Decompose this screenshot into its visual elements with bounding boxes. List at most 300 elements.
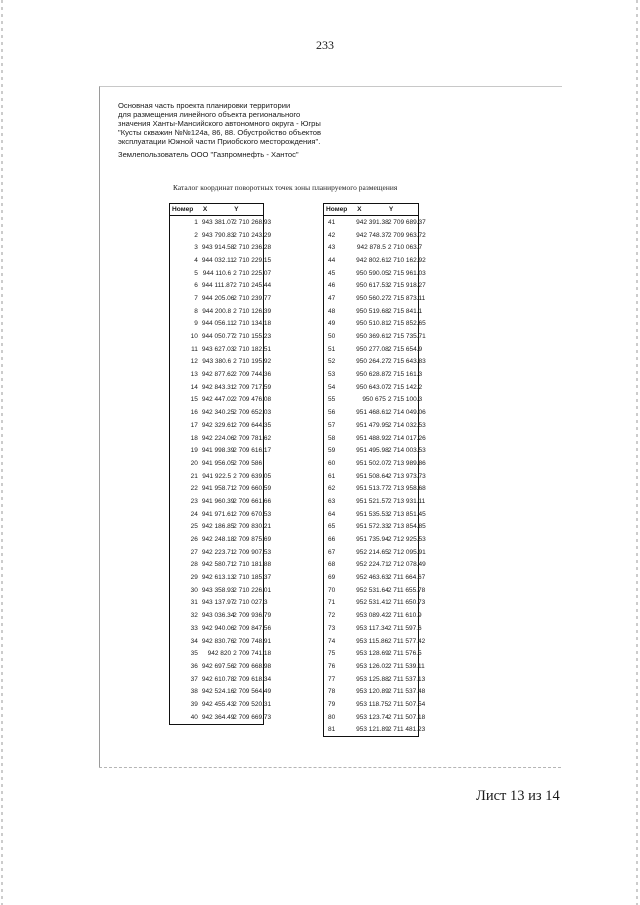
coordinate-y: 2 709 639.05 [233,472,272,480]
table-row [170,673,264,686]
coordinate-x: 944 200.8 [202,307,232,315]
point-number: 24 [190,510,198,518]
coordinate-x: 953 115.86 [356,637,389,645]
point-number: 75 [328,650,336,658]
coordinate-y: 2 710 155.23 [233,333,272,341]
table-row [170,406,264,419]
coordinate-y: 2 713 854.85 [387,523,426,531]
coordinate-x: 950 369.61 [356,333,389,341]
coordinate-y: 2 711 481.23 [387,726,426,734]
point-number: 44 [328,256,336,264]
point-number: 5 [194,269,198,277]
coordinate-x: 942 878.5 [356,244,386,252]
table-row [324,508,419,521]
table-row [170,305,264,318]
table-row [170,660,264,673]
table-row [324,622,419,635]
point-number: 19 [190,447,198,455]
coordinate-x: 942 248.18 [201,536,235,544]
coordinate-x: 950 560.27 [356,294,389,302]
coordinate-x: 950 510.81 [356,320,389,328]
point-number: 43 [328,244,336,252]
table-row [170,241,264,254]
coordinate-x: 942 802.61 [356,256,389,264]
coordinate-y: 2 709 907.53 [233,548,272,556]
coordinate-x: 942 613.13 [201,574,235,582]
coordinates-table-right [323,203,426,737]
table-row [324,647,419,660]
coordinate-x: 944 056.11 [201,320,234,328]
table-row [170,279,264,292]
coordinate-y: 2 710 236.28 [233,244,272,252]
coordinate-y: 2 715 873.11 [387,294,426,302]
coordinate-x: 941 998.39 [201,447,235,455]
coordinate-x: 953 117.34 [356,624,389,632]
table-row [324,229,419,242]
point-number: 58 [328,434,336,442]
table-row [170,559,264,572]
table-row [170,685,264,698]
point-number: 61 [328,472,336,480]
point-number: 53 [328,371,336,379]
coordinate-y: 2 709 669.73 [233,713,272,721]
coordinate-y: 2 709 748.91 [233,637,272,645]
table-row [324,533,419,546]
coordinate-x: 953 118.75 [356,700,389,708]
table-row [324,635,419,648]
point-number: 9 [194,320,198,328]
coordinate-x: 953 123.74 [356,713,389,721]
coordinate-x: 944 111.87 [201,282,234,290]
table-row [170,356,264,369]
coordinate-y: 2 709 936.79 [233,612,272,620]
coordinate-x: 951 535.53 [356,510,389,518]
table-row [324,685,419,698]
coordinate-y: 2 710 195.92 [233,358,272,366]
point-number: 78 [328,688,336,696]
point-number: 60 [328,459,336,467]
coordinate-y: 2 711 507.54 [387,700,426,708]
point-number: 49 [328,320,336,328]
table-header-row [324,204,419,216]
coordinate-y: 2 713 973.73 [387,472,426,480]
point-number: 73 [328,624,336,632]
table-row [324,546,419,559]
coordinate-x: 953 128.69 [356,650,389,658]
coordinate-x: 941 971.61 [201,510,235,518]
coordinate-x: 942 580.71 [201,561,235,569]
table-row [324,292,419,305]
table-row [170,622,264,635]
coordinate-y: 2 709 520.31 [233,700,272,708]
table-row [170,343,264,356]
coordinate-x: 950 264.27 [356,358,389,366]
coordinate-x: 943 790.83 [201,231,235,239]
coordinate-y: 2 709 652.03 [233,409,272,417]
coordinate-y: 2 709 717.59 [233,383,272,391]
coordinate-y: 2 714 017.26 [387,434,426,442]
point-number: 42 [328,231,336,239]
table-row [324,559,419,572]
coordinate-y: 2 714 049.06 [387,409,426,417]
table-row [324,216,419,229]
point-number: 3 [194,244,198,252]
table-row [170,394,264,407]
coordinate-y: 2 709 586 [233,459,263,467]
coordinate-y: 2 713 851.45 [387,510,426,518]
coordinate-y: 2 712 095.91 [387,548,426,556]
coordinate-x: 951 508.64 [356,472,389,480]
coordinate-y: 2 709 644.35 [233,421,272,429]
coordinate-y: 2 713 958.68 [387,485,426,493]
table-body-right [324,216,426,737]
point-number: 56 [328,409,336,417]
point-number: 77 [328,675,336,683]
coordinate-x: 942 364.49 [201,713,235,721]
coordinate-x: 953 089.42 [356,612,389,620]
coordinate-x: 944 205.06 [201,294,235,302]
point-number: 74 [328,637,336,645]
point-number: 52 [328,358,336,366]
point-number: 30 [190,586,198,594]
table-row [324,343,419,356]
point-number: 79 [328,700,336,708]
table-row [170,711,264,724]
project-header [118,101,418,160]
header-line: Основная часть проекта планировки территории [118,101,291,110]
coordinate-x: 943 627.03 [201,345,235,353]
coordinate-y: 2 715 961.03 [387,269,426,277]
point-number: 68 [328,561,336,569]
table-row [324,470,419,483]
point-number: 59 [328,447,336,455]
column-header-y: Y [387,204,419,216]
coordinate-y: 2 714 032.53 [387,421,426,429]
coordinate-x: 941 958.71 [201,485,235,493]
point-number: 37 [190,675,198,683]
header-line: значения Ханты-Мансийского автономного округа - Югры [118,119,321,129]
point-number: 12 [190,358,198,366]
coordinate-x: 942 455.43 [201,700,235,708]
coordinate-y: 2 715 161.3 [387,371,423,379]
point-number: 21 [190,472,198,480]
point-number: 26 [190,536,198,544]
coordinate-y: 2 710 225.07 [233,269,272,277]
coordinate-x: 943 381.07 [201,218,235,226]
table-row [324,254,419,267]
point-number: 18 [190,434,198,442]
table-row [324,609,419,622]
point-number: 66 [328,536,336,544]
coordinate-y: 2 710 226.01 [233,586,272,594]
coordinate-x: 950 675 [362,396,386,404]
table-row [324,267,419,280]
table-row [170,254,264,267]
table-row [170,647,264,660]
point-number: 63 [328,497,336,505]
point-number: 4 [194,256,198,264]
table-header-row [170,204,264,216]
coordinate-y: 2 711 577.42 [387,637,426,645]
table-row [170,495,264,508]
table-row [324,356,419,369]
coordinate-y: 2 709 618.34 [233,675,272,683]
coordinate-y: 2 711 537.48 [387,688,426,696]
coordinate-y: 2 709 670.53 [233,510,272,518]
table-row [170,635,264,648]
coordinate-y: 2 711 655.78 [387,586,426,594]
table-row [324,368,419,381]
coordinate-y: 2 713 989.86 [387,459,426,467]
point-number: 38 [190,688,198,696]
coordinate-x: 952 224.71 [356,561,389,569]
point-number: 70 [328,586,336,594]
table-row [324,521,419,534]
coordinate-x: 942 610.78 [201,675,235,683]
coordinate-x: 951 468.61 [356,409,389,417]
table-row [170,521,264,534]
coordinate-y: 2 715 841.1 [387,307,423,315]
point-number: 64 [328,510,336,518]
table-row [170,597,264,610]
coordinate-y: 2 710 185.37 [233,574,272,582]
point-number: 22 [190,485,198,493]
coordinate-x: 952 463.63 [356,574,389,582]
coordinate-x: 951 735.94 [356,536,389,544]
coordinate-y: 2 714 003.53 [387,447,426,455]
point-number: 39 [190,700,198,708]
coordinate-y: 2 711 537.13 [387,675,426,683]
coordinate-y: 2 715 142.2 [387,383,423,391]
table-row [170,508,264,521]
point-number: 48 [328,307,336,315]
coordinate-x: 942 340.25 [201,409,235,417]
coordinate-x: 944 110.6 [202,269,232,277]
table-body-left [170,216,272,725]
table-row [170,470,264,483]
coordinate-y: 2 710 162.92 [387,256,426,264]
point-number: 36 [190,662,198,670]
table-row [170,330,264,343]
point-number: 54 [328,383,336,391]
table-row [170,381,264,394]
coordinate-x: 950 277.08 [356,345,389,353]
point-number: 80 [328,713,336,721]
coordinate-x: 950 519.68 [356,307,389,315]
table-row [170,432,264,445]
point-number: 20 [190,459,198,467]
point-number: 65 [328,523,336,531]
table-row [324,495,419,508]
coordinate-x: 941 956.05 [201,459,235,467]
coordinate-x: 943 137.97 [201,599,235,607]
coordinate-x: 950 590.05 [356,269,389,277]
point-number: 34 [190,637,198,645]
table-row [170,267,264,280]
coordinate-x: 953 121.89 [356,726,389,734]
coordinate-x: 952 214.65 [356,548,389,556]
point-number: 57 [328,421,336,429]
table-row [170,609,264,622]
coordinate-y: 2 709 744.36 [233,371,272,379]
table-row [324,597,419,610]
point-number: 45 [328,269,336,277]
table-row [324,584,419,597]
coordinate-y: 2 715 654.9 [387,345,423,353]
coordinate-x: 942 940.06 [201,624,235,632]
coordinate-x: 952 531.41 [356,599,389,607]
point-number: 11 [191,345,198,353]
coordinate-x: 942 697.56 [201,662,235,670]
table-row [324,444,419,457]
coordinate-y: 2 710 126.39 [233,307,272,315]
coordinate-x: 944 032.11 [201,256,234,264]
table-row [324,381,419,394]
table-row [170,444,264,457]
coordinate-y: 2 710 229.15 [233,256,272,264]
table-row [324,724,419,737]
developer-line: Землепользователь ООО "Газпромнефть - Хантос" [118,150,299,160]
table-row [170,229,264,242]
point-number: 17 [190,421,198,429]
coordinate-y: 2 711 539.11 [387,662,425,670]
coordinate-y: 2 709 660.59 [233,485,272,493]
table-row [324,457,419,470]
coordinate-x: 950 643.07 [356,383,389,391]
coordinate-x: 942 748.37 [356,231,389,239]
table-row [324,406,419,419]
coordinate-y: 2 709 741.18 [233,650,272,658]
table-row [324,711,419,724]
sheet-label: Лист 13 из 14 [476,788,560,804]
coordinate-x: 951 513.77 [356,485,389,493]
catalog-title: Каталог координат поворотных точек зоны планируемого размещения [173,183,398,192]
coordinate-y: 2 709 689.37 [387,218,426,226]
coordinate-y: 2 711 664.67 [387,574,426,582]
coordinate-x: 951 488.92 [356,434,389,442]
coordinate-x: 941 922.5 [202,472,232,480]
coordinate-x: 951 495.98 [356,447,389,455]
point-number: 23 [190,497,198,505]
page-number: 233 [316,38,334,52]
point-number: 8 [194,307,198,315]
coordinate-y: 2 710 268.93 [233,218,272,226]
point-number: 55 [328,396,336,404]
point-number: 7 [194,294,198,302]
coordinate-y: 2 712 925.53 [387,536,426,544]
coordinate-y: 2 710 243.29 [233,231,272,239]
point-number: 1 [194,218,198,226]
coordinate-y: 2 710 063.7 [387,244,423,252]
point-number: 67 [328,548,336,556]
column-header-number: Номер [170,204,201,216]
point-number: 41 [328,218,336,226]
coordinate-y: 2 709 830.21 [233,523,272,531]
table-row [170,419,264,432]
coordinate-x: 943 914.58 [201,244,235,252]
coordinate-y: 2 711 576.5 [387,650,422,658]
table-row [324,394,419,407]
table-row [324,241,419,254]
point-number: 10 [190,333,198,341]
scan-right-edge [636,0,638,905]
point-number: 51 [328,345,336,353]
coordinate-y: 2 711 610.9 [387,612,422,620]
point-number: 76 [328,662,336,670]
coordinate-x: 942 223.71 [201,548,235,556]
coordinate-x: 941 960.39 [201,497,235,505]
coordinate-x: 942 830.76 [201,637,235,645]
table-row [170,457,264,470]
coordinate-y: 2 711 597.6 [387,624,422,632]
point-number: 6 [194,282,198,290]
coordinate-x: 950 628.87 [356,371,389,379]
table-row [170,546,264,559]
table-row [170,698,264,711]
point-number: 2 [194,231,198,239]
column-header-y: Y [232,204,263,216]
table-row [324,571,419,584]
table-row [324,318,419,331]
column-header-x: X [355,204,387,216]
coordinate-x: 952 531.64 [356,586,389,594]
point-number: 15 [190,396,198,404]
coordinate-y: 2 710 134.18 [233,320,272,328]
point-number: 71 [328,599,336,607]
coordinate-x: 942 843.31 [201,383,235,391]
coordinate-y: 2 709 661.66 [233,497,272,505]
coordinate-y: 2 710 245.44 [233,282,272,290]
coordinate-x: 942 186.85 [201,523,235,531]
coordinate-x: 942 447.02 [201,396,235,404]
point-number: 47 [328,294,336,302]
point-number: 25 [190,523,198,531]
coordinate-y: 2 709 476.08 [233,396,272,404]
coordinate-x: 950 617.53 [356,282,389,290]
point-number: 31 [190,599,198,607]
coordinate-y: 2 711 507.18 [387,713,426,721]
coordinate-y: 2 709 616.17 [233,447,272,455]
table-row [170,318,264,331]
coordinate-x: 943 380.6 [202,358,232,366]
table-row [324,673,419,686]
coordinate-y: 2 713 931.11 [387,497,426,505]
coordinate-y: 2 715 852.65 [387,320,426,328]
table-row [324,330,419,343]
point-number: 35 [190,650,198,658]
coordinate-x: 942 224.06 [201,434,235,442]
coordinate-x: 942 329.61 [201,421,235,429]
coordinate-y: 2 710 239.77 [233,294,272,302]
table-row [170,584,264,597]
coordinate-y: 2 709 781.62 [233,434,272,442]
point-number: 81 [328,726,336,734]
coordinate-x: 944 050.77 [201,333,235,341]
coordinate-y: 2 709 963.72 [387,231,426,239]
coordinate-y: 2 711 650.73 [387,599,426,607]
point-number: 40 [190,713,198,721]
table-row [324,698,419,711]
point-number: 29 [190,574,198,582]
table-row [324,279,419,292]
table-row [170,482,264,495]
column-header-x: X [201,204,232,216]
coordinate-y: 2 710 027.3 [233,599,268,607]
coordinate-x: 942 877.62 [201,371,235,379]
coordinate-x: 953 120.89 [356,688,389,696]
header-line: эксплуатации Южной части Приобского месторождения". [118,137,321,147]
point-number: 62 [328,485,336,493]
